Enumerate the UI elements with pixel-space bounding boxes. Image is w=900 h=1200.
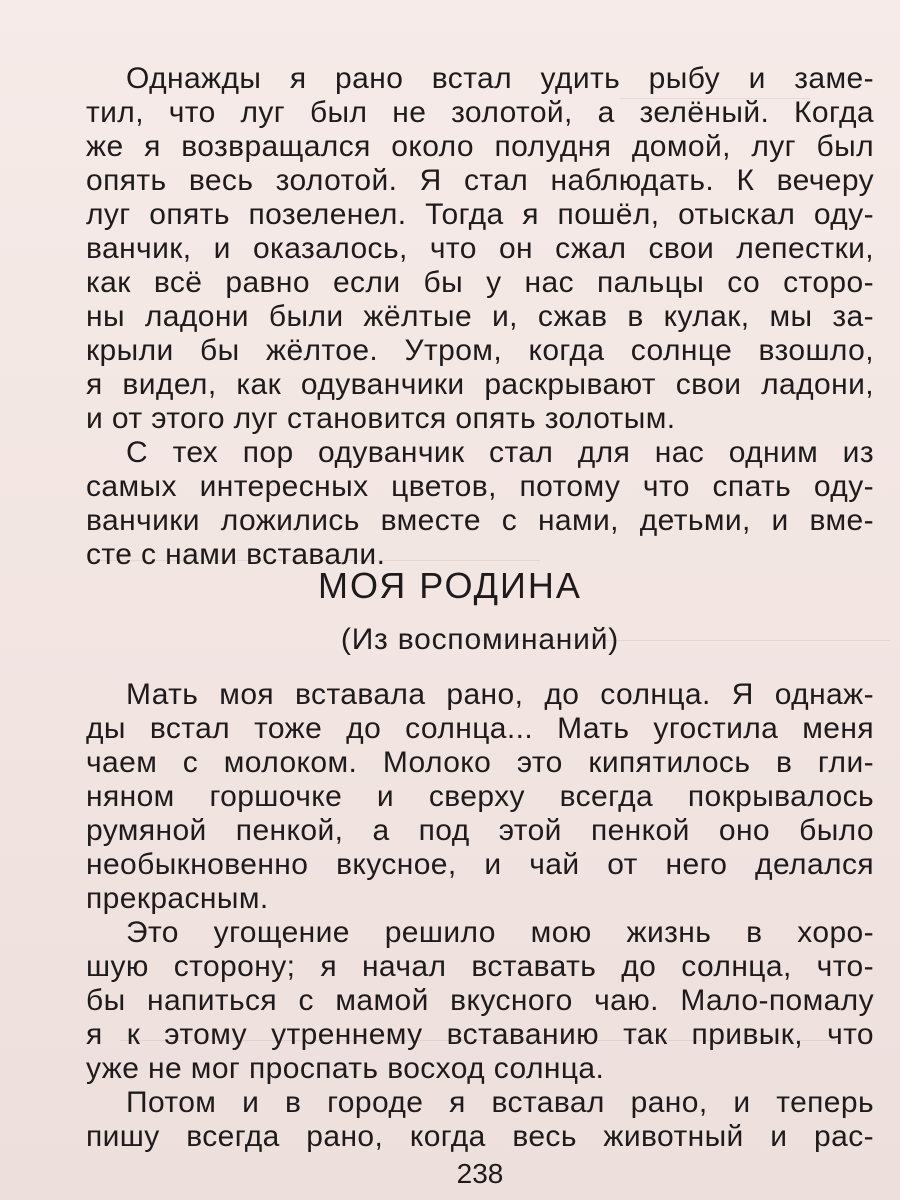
page-number: 238 xyxy=(456,1158,504,1189)
paragraph-3-line: румяной пенкой, а под этой пенкой оно было xyxy=(86,814,874,847)
paragraph-4-line: я к этому утреннему вставанию так привык, что xyxy=(86,1018,874,1051)
paragraph-2-line: С тех пор одуванчик стал для нас одним из xyxy=(126,436,874,469)
paragraph-1-line: крыли бы жёлтое. Утром, когда солнце взошло, xyxy=(86,334,874,367)
paragraph-5-line: Потом и в городе я вставал рано, и теперь xyxy=(126,1086,874,1119)
paragraph-1-line: же я возвращался около полудня домой, луг был xyxy=(86,130,874,163)
paragraph-1-line: ванчик, и оказалось, что он сжал свои лепестки, xyxy=(86,232,874,265)
paragraph-1-line: я видел, как одуванчики раскрывают свои ладони, xyxy=(86,368,874,401)
paragraph-3-line: ды встал тоже до солнца... Мать угостила меня xyxy=(86,712,874,745)
paragraph-1-line: Однажды я рано встал удить рыбу и заме- xyxy=(126,62,874,95)
chapter-subtitle: (Из воспоминаний) xyxy=(340,623,620,656)
paragraph-2-line: самых интересных цветов, потому что спать оду- xyxy=(86,470,874,503)
paragraph-1-line: опять весь золотой. Я стал наблюдать. К вечеру xyxy=(86,164,874,197)
paragraph-3-line: Мать моя вставала рано, до солнца. Я однаж- xyxy=(126,678,874,711)
paragraph-1-line: ны ладони были жёлтые и, сжав в кулак, мы за- xyxy=(86,300,874,333)
paragraph-4-line: уже не мог проспать восход солнца. xyxy=(86,1052,605,1085)
paragraph-5-line: пишу всегда рано, когда весь животный и рас- xyxy=(86,1120,874,1153)
paragraph-2-line: сте с нами вставали. xyxy=(86,538,386,571)
chapter-title: МОЯ РОДИНА xyxy=(318,565,582,606)
paragraph-1-line: тил, что луг был не золотой, а зелёный. Когда xyxy=(86,96,874,129)
paragraph-2-line: ванчики ложились вместе с нами, детьми, и вме- xyxy=(86,504,874,537)
paragraph-3-line: няном горшочке и сверху всегда покрывалось xyxy=(86,780,874,813)
paragraph-3-line: прекрасным. xyxy=(86,882,269,915)
paragraph-1-line: луг опять позеленел. Тогда я пошёл, отыскал оду- xyxy=(86,198,874,231)
paragraph-3-line: необыкновенно вкусное, и чай от него делался xyxy=(86,848,874,881)
paragraph-4-line: бы напиться с мамой вкусного чаю. Мало-помалу xyxy=(86,984,874,1017)
paragraph-1-line: и от этого луг становится опять золотым. xyxy=(86,402,676,435)
paragraph-4-line: шую сторону; я начал вставать до солнца, что- xyxy=(86,950,874,983)
paragraph-3-line: чаем с молоком. Молоко это кипятилось в гли- xyxy=(86,746,874,779)
paragraph-1-line: как всё равно если бы у нас пальцы со сторо- xyxy=(86,266,874,299)
paragraph-4-line: Это угощение решило мою жизнь в хоро- xyxy=(126,916,874,949)
